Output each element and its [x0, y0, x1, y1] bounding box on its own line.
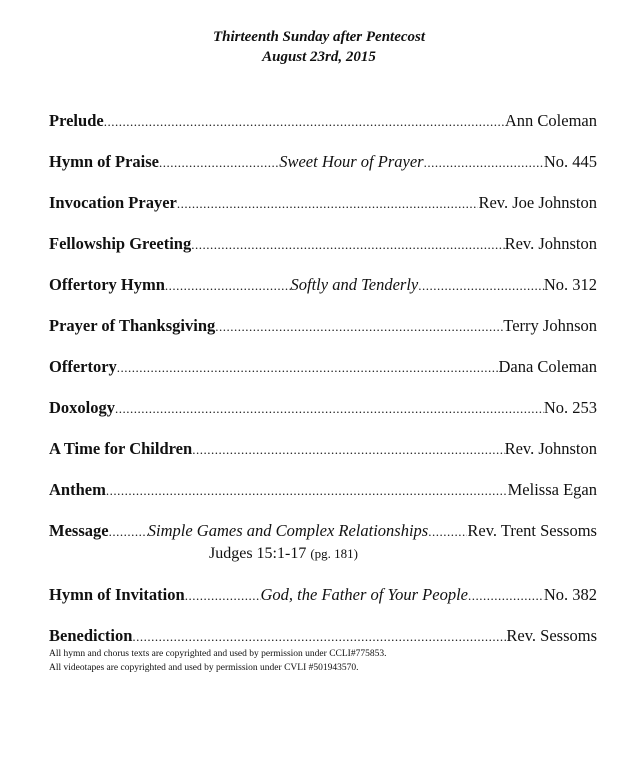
item-title: God, the Father of Your People [260, 585, 468, 604]
order-of-worship [49, 110, 597, 666]
item-label: Offertory Hymn [49, 275, 165, 294]
order-item-hymn-of-praise [49, 151, 597, 192]
item-value: Dana Coleman [498, 357, 597, 376]
scripture-page: (pg. 181) [310, 546, 358, 561]
dot-leader [468, 585, 544, 607]
item-value: Rev. Joe Johnston [478, 193, 597, 212]
item-label: Benediction [49, 626, 133, 645]
dot-leader [191, 234, 504, 256]
item-label: A Time for Children [49, 439, 193, 458]
item-label: Doxology [49, 398, 115, 417]
service-title: Thirteenth Sunday after Pentecost [212, 29, 426, 45]
dot-leader [165, 275, 291, 297]
copyright-line-cvli: All videotapes are copyrighted and used by permission under CVLI #501943570. [49, 663, 359, 673]
dot-leader [109, 521, 148, 543]
item-value: No. 445 [543, 152, 597, 171]
item-label: Prayer of Thanksgiving [49, 316, 216, 335]
order-item-prayer-of-thanksgiving [49, 315, 597, 356]
service-date: August 23rd, 2015 [262, 49, 376, 65]
item-label: Hymn of Invitation [49, 585, 185, 604]
message-block [49, 520, 597, 584]
scripture-reference [209, 544, 358, 564]
item-value: Rev. Trent Sessoms [467, 521, 597, 540]
copyright-notice [49, 647, 386, 675]
item-label: Hymn of Praise [49, 152, 159, 171]
dot-leader [215, 316, 503, 338]
item-value: Terry Johnson [503, 316, 597, 335]
copyright-line-ccli: All hymn and chorus texts are copyrighted and used by permission under CCLI#775853. [49, 649, 387, 659]
order-item-offertory [49, 356, 597, 397]
item-value: No. 312 [543, 275, 597, 294]
item-value: Melissa Egan [507, 480, 597, 499]
dot-leader [159, 152, 279, 174]
item-label: Offertory [49, 357, 117, 376]
order-item-anthem [49, 479, 597, 520]
item-value: Rev. Sessoms [506, 626, 597, 645]
order-item-doxology [49, 397, 597, 438]
item-label: Fellowship Greeting [49, 234, 192, 253]
bulletin-header [0, 27, 638, 67]
item-value: Rev. Johnston [504, 439, 597, 458]
order-item-fellowship-greeting [49, 233, 597, 274]
item-value: No. 382 [543, 585, 597, 604]
dot-leader [177, 193, 479, 215]
dot-leader [115, 398, 544, 420]
item-value: No. 253 [543, 398, 597, 417]
item-label: Anthem [49, 480, 106, 499]
dot-leader [192, 439, 504, 461]
item-value: Ann Coleman [504, 111, 597, 130]
dot-leader [428, 521, 467, 543]
item-value: Rev. Johnston [504, 234, 597, 253]
dot-leader [117, 357, 499, 379]
dot-leader [185, 585, 261, 607]
scripture-text: Judges 15:1-17 [209, 545, 307, 562]
item-label: Prelude [49, 111, 104, 130]
order-item-invocation-prayer [49, 192, 597, 233]
order-item-time-for-children [49, 438, 597, 479]
dot-leader [424, 152, 544, 174]
dot-leader [418, 275, 544, 297]
item-title: Simple Games and Complex Relationships [147, 521, 429, 540]
order-item-prelude [49, 110, 597, 151]
dot-leader [106, 480, 508, 502]
dot-leader [104, 111, 505, 133]
order-item-offertory-hymn [49, 274, 597, 315]
item-title: Softly and Tenderly [290, 275, 419, 294]
order-item-hymn-of-invitation [49, 584, 597, 625]
item-title: Sweet Hour of Prayer [279, 152, 424, 171]
item-label: Message [49, 521, 109, 540]
item-label: Invocation Prayer [49, 193, 177, 212]
dot-leader [132, 626, 506, 648]
